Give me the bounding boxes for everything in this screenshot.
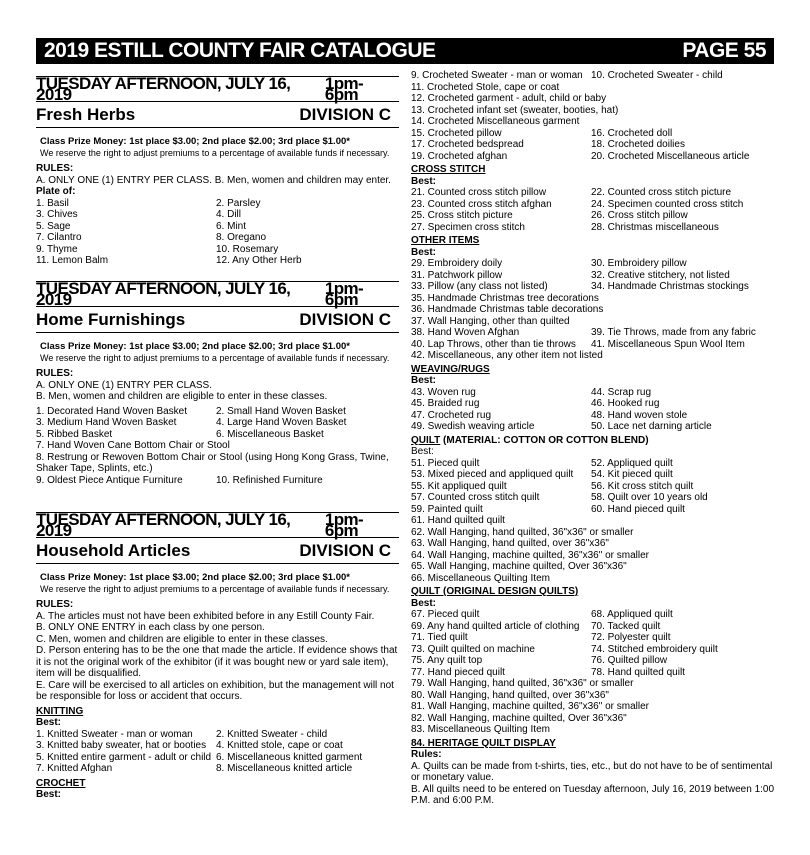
list-item: 77. Hand pieced quilt xyxy=(411,666,505,678)
quilt-original: (ORIGINAL DESIGN QUILTS) xyxy=(440,586,579,597)
item-grid xyxy=(411,187,776,233)
list-item: C. Men, women and children are eligible to enter in these classes. xyxy=(36,633,328,645)
list-item: 3. Medium Hand Woven Basket xyxy=(36,417,177,428)
list-item: 49. Swedish weaving article xyxy=(411,421,535,432)
list-item: 10. Crocheted Sweater - child xyxy=(591,70,723,81)
list-item: 5. Sage xyxy=(36,220,71,232)
list-item: 40. Lap Throws, other than tie throws xyxy=(411,338,576,350)
list-item: 16. Crocheted doll xyxy=(591,127,673,139)
day-text: TUESDAY AFTERNOON, JULY 16, 2019 xyxy=(36,509,291,540)
list-item: 33. Pillow (any class not listed) xyxy=(411,281,548,292)
item-grid xyxy=(36,406,399,441)
list-item: 20. Crocheted Miscellaneous article xyxy=(591,150,750,162)
list-item: 76. Quilted pillow xyxy=(591,655,668,666)
division-label: DIVISION C xyxy=(299,540,391,560)
list-item: 69. Any hand quilted article of clothing xyxy=(411,620,580,632)
list-item: 10. Refinished Furniture xyxy=(216,474,323,486)
list-item: 6. Miscellaneous knitted garment xyxy=(216,751,363,763)
list-item: A. ONLY ONE (1) ENTRY PER CLASS. B. Men, women and children may enter. xyxy=(36,174,391,186)
list-item: D. Person entering has to be the one that made the article. If evidence shows that it is not the original work of the exhibitor (if it was bought new or yard sale item), item will be disqualified. xyxy=(36,645,398,679)
best-label: Best: xyxy=(411,446,434,457)
list-item: 11. Lemon Balm xyxy=(36,255,109,266)
list-item: 82. Wall Hanging, machine quilted, Over 36"x36" xyxy=(411,712,627,724)
list-item: 13. Crocheted infant set (sweater, booties, hat) xyxy=(411,104,619,116)
list-item: 1. Basil xyxy=(36,197,69,209)
list-item: 31. Patchwork pillow xyxy=(411,269,503,281)
list-item: 2. Parsley xyxy=(216,197,261,209)
list-item: 22. Counted cross stitch picture xyxy=(591,187,732,198)
list-item: 12. Crocheted garment - adult, child or baby xyxy=(411,93,607,104)
list-item: 8. Miscellaneous knitted article xyxy=(216,763,353,774)
premium-note: We reserve the right to adjust premiums to a percentage of available funds if necessary. xyxy=(40,583,390,594)
prize-money: Class Prize Money: 1st place $3.00; 2nd place $2.00; 3rd place $1.00* xyxy=(40,341,350,352)
division-name: Household Articles xyxy=(36,540,191,560)
list-item: 74. Stitched embroidery quilt xyxy=(591,643,718,655)
division-section xyxy=(36,73,399,267)
list-item: 65. Wall Hanging, machine quilted, Over 36"x36" xyxy=(411,561,627,572)
time-text: 1pm-6pm xyxy=(324,509,364,540)
list-item: 9. Oldest Piece Antique Furniture xyxy=(36,474,183,486)
list-item: 9. Crocheted Sweater - man or woman xyxy=(411,70,583,81)
plate-label: Plate of: xyxy=(36,186,76,197)
catalogue-title: 2019 ESTILL COUNTY FAIR CATALOGUE xyxy=(44,39,436,62)
list-item: 3. Chives xyxy=(36,209,78,220)
premium-note: We reserve the right to adjust premiums to a percentage of available funds if necessary. xyxy=(40,147,390,158)
item-grid xyxy=(36,475,399,487)
list-item: 7. Knitted Afghan xyxy=(36,763,113,774)
list-item: 28. Christmas miscellaneous xyxy=(591,221,719,233)
item-grid xyxy=(411,458,776,516)
quilt-original-heading xyxy=(411,586,776,598)
list-item: 57. Counted cross stitch quilt xyxy=(411,492,540,503)
quilt-label: QUILT xyxy=(411,434,441,446)
weaving-heading: WEAVING/RUGS xyxy=(411,363,490,375)
list-item: 4. Dill xyxy=(216,209,242,220)
list-item: 35. Handmade Christmas tree decorations xyxy=(411,292,599,304)
division-label: DIVISION C xyxy=(299,104,391,124)
list-item: 41. Miscellaneous Spun Wool Item xyxy=(591,338,745,350)
prize-money: Class Prize Money: 1st place $3.00; 2nd place $2.00; 3rd place $1.00* xyxy=(40,572,350,583)
list-item: 70. Tacked quilt xyxy=(591,620,661,632)
cross-stitch-heading: CROSS STITCH xyxy=(411,164,486,175)
list-item: 47. Crocheted rug xyxy=(411,409,492,421)
list-item: 50. Lace net darning article xyxy=(591,421,712,432)
division-section xyxy=(36,278,399,486)
list-item: 81. Wall Hanging, machine quilted, 36"x36" or smaller xyxy=(411,701,649,712)
division-heading xyxy=(36,307,399,333)
day-heading xyxy=(36,278,399,309)
item-grid xyxy=(411,609,776,678)
page-banner xyxy=(36,38,774,64)
list-item: 21. Counted cross stitch pillow xyxy=(411,187,547,198)
list-item: A. ONLY ONE (1) ENTRY PER CLASS. xyxy=(36,379,212,391)
division-heading xyxy=(36,102,399,128)
list-item: 56. Kit cross stitch quilt xyxy=(591,480,694,492)
list-item: B. All quilts need to be entered on Tuesday afternoon, July 16, 2019 between 1:00 P.M. and 6:00 P.M. xyxy=(411,783,775,806)
list-item: 48. Hand woven stole xyxy=(591,409,688,421)
list-item: 3. Knitted baby sweater, hat or booties xyxy=(36,740,207,751)
list-item: 6. Mint xyxy=(216,220,247,232)
list-item: 37. Wall Hanging, other than quilted xyxy=(411,315,570,327)
rules-heading: RULES: xyxy=(36,599,74,610)
list-item: 38. Hand Woven Afghan xyxy=(411,327,520,338)
day-heading xyxy=(36,73,399,104)
list-item: 61. Hand quilted quilt xyxy=(411,515,505,526)
list-item: 7. Hand Woven Cane Bottom Chair or Stool xyxy=(36,440,230,451)
list-item: 79. Wall Hanging, hand quilted, 36"x36" or smaller xyxy=(411,678,634,689)
list-item: 7. Cilantro xyxy=(36,232,82,243)
list-item: 39. Tie Throws, made from any fabric xyxy=(591,327,756,338)
list-item: A. The articles must not have been exhibited before in any Estill County Fair. xyxy=(36,610,375,622)
list-item: 11. Crocheted Stole, cape or coat xyxy=(411,81,560,93)
item-grid xyxy=(411,70,776,82)
division-section xyxy=(36,509,399,801)
list-item: 17. Crocheted bedspread xyxy=(411,139,524,150)
day-heading xyxy=(36,509,399,540)
premium-note: We reserve the right to adjust premiums to a percentage of available funds if necessary. xyxy=(40,352,390,363)
list-item: B. Men, women and children are eligible to enter in these classes. xyxy=(36,391,328,402)
list-item: 80. Wall Hanging, hand quilted, over 36"x36" xyxy=(411,689,609,701)
list-item: 32. Creative stitchery, not listed xyxy=(591,269,730,281)
day-text: TUESDAY AFTERNOON, JULY 16, 2019 xyxy=(36,73,291,104)
list-item: 8. Restrung or Rewoven Bottom Chair or Stool (using Hong Kong Grass, Twine, Shaker Tape, Splints, etc.) xyxy=(36,451,389,474)
list-item: 2. Knitted Sweater - child xyxy=(216,728,328,740)
best-label: Best: xyxy=(411,246,437,258)
list-item: 30. Embroidery pillow xyxy=(591,258,687,269)
list-item: 29. Embroidery doily xyxy=(411,258,503,269)
time-text: 1pm-6pm xyxy=(324,73,364,104)
list-item: 1. Decorated Hand Woven Basket xyxy=(36,405,188,417)
item-grid xyxy=(411,327,776,350)
list-item: 44. Scrap rug xyxy=(591,386,652,398)
list-item: 60. Hand pieced quilt xyxy=(591,503,685,515)
list-item: 66. Miscellaneous Quilting Item xyxy=(411,572,550,584)
list-item: 52. Appliqued quilt xyxy=(591,457,673,469)
list-item: 45. Braided rug xyxy=(411,398,480,409)
list-item: 67. Pieced quilt xyxy=(411,609,480,620)
list-item: 14. Crocheted Miscellaneous garment xyxy=(411,116,580,127)
list-item: 51. Pieced quilt xyxy=(411,457,480,469)
item-grid xyxy=(411,258,776,293)
best-label: Best: xyxy=(36,717,62,728)
list-item: 43. Woven rug xyxy=(411,386,476,398)
quilt-label: QUILT xyxy=(411,586,441,597)
list-item: 10. Rosemary xyxy=(216,243,279,255)
list-item: 53. Mixed pieced and appliqued quilt xyxy=(411,469,574,480)
list-item: 36. Handmade Christmas table decorations xyxy=(411,304,604,315)
list-item: 8. Oregano xyxy=(216,232,267,243)
division-name: Fresh Herbs xyxy=(36,104,136,124)
list-item: 5. Knitted entire garment - adult or child xyxy=(36,751,212,763)
list-item: 42. Miscellaneous, any other item not listed xyxy=(411,350,603,361)
page-number: PAGE 55 xyxy=(682,39,766,62)
list-item: 5. Ribbed Basket xyxy=(36,428,113,440)
rules-label: Rules: xyxy=(411,749,442,760)
division-heading xyxy=(36,538,399,564)
list-item: 2. Small Hand Woven Basket xyxy=(216,405,346,417)
list-item: 75. Any quilt top xyxy=(411,655,483,666)
list-item: 24. Specimen counted cross stitch xyxy=(591,198,744,210)
list-item: 1. Knitted Sweater - man or woman xyxy=(36,728,193,740)
list-item: 78. Hand quilted quilt xyxy=(591,666,685,678)
division-label: DIVISION C xyxy=(299,309,391,329)
best-label: Best: xyxy=(411,597,437,609)
quilt-material: (MATERIAL: COTTON OR COTTON BLEND) xyxy=(440,434,649,446)
list-item: 34. Handmade Christmas stockings xyxy=(591,281,749,292)
list-item: 58. Quilt over 10 years old xyxy=(591,492,708,503)
list-item: 54. Kit pieced quilt xyxy=(591,469,673,480)
right-column xyxy=(411,70,776,807)
list-item: B. ONLY ONE ENTRY in each class by one person. xyxy=(36,622,265,633)
list-item: 73. Quilt quilted on machine xyxy=(411,643,535,655)
list-item: 15. Crocheted pillow xyxy=(411,127,502,139)
list-item: A. Quilts can be made from t-shirts, ties, etc., but do not have to be of sentimental or monetary value. xyxy=(411,760,773,783)
list-item: 71. Tied quilt xyxy=(411,632,468,643)
knitting-heading: KNITTING xyxy=(36,705,84,717)
item-grid xyxy=(411,128,776,163)
rules-heading: RULES: xyxy=(36,368,74,379)
division-name: Home Furnishings xyxy=(36,309,186,329)
best-label: Best: xyxy=(36,789,62,800)
list-item: 55. Kit appliqued quilt xyxy=(411,480,507,492)
list-item: 12. Any Other Herb xyxy=(216,255,302,266)
other-items-heading: OTHER ITEMS xyxy=(411,235,480,246)
list-item: 62. Wall Hanging, hand quilted, 36"x36" or smaller xyxy=(411,526,634,538)
list-item: 26. Cross stitch pillow xyxy=(591,210,688,221)
list-item: 64. Wall Hanging, machine quilted, 36"x36" or smaller xyxy=(411,549,649,561)
crochet-heading: CROCHET xyxy=(36,777,86,789)
rules-heading: RULES: xyxy=(36,163,74,174)
best-label: Best: xyxy=(411,375,437,386)
heritage-heading: 84. HERITAGE QUILT DISPLAY xyxy=(411,737,556,749)
list-item: 6. Miscellaneous Basket xyxy=(216,428,324,440)
quilt-heading xyxy=(411,435,776,447)
list-item: 72. Polyester quilt xyxy=(591,632,671,643)
list-item: 25. Cross stitch picture xyxy=(411,210,513,221)
list-item: 19. Crocheted afghan xyxy=(411,150,508,162)
time-text: 1pm-6pm xyxy=(324,278,364,309)
list-item: 83. Miscellaneous Quilting Item xyxy=(411,724,550,735)
list-item: E. Care will be exercised to all articles on exhibition, but the management will not be responsible for loss or accident that occurs. xyxy=(36,679,394,702)
list-item: 4. Large Hand Woven Basket xyxy=(216,417,347,428)
best-label: Best: xyxy=(411,175,437,187)
prize-money: Class Prize Money: 1st place $3.00; 2nd place $2.00; 3rd place $1.00* xyxy=(40,136,350,147)
list-item: 63. Wall Hanging, hand quilted, over 36"x36" xyxy=(411,538,609,549)
list-item: 23. Counted cross stitch afghan xyxy=(411,198,552,210)
item-grid xyxy=(411,387,776,433)
day-text: TUESDAY AFTERNOON, JULY 16, 2019 xyxy=(36,278,291,309)
list-item: 46. Hooked rug xyxy=(591,398,660,409)
list-item: 9. Thyme xyxy=(36,243,78,255)
list-item: 4. Knitted stole, cape or coat xyxy=(216,740,343,751)
list-item: 27. Specimen cross stitch xyxy=(411,221,525,233)
item-grid xyxy=(36,729,399,775)
item-grid xyxy=(36,198,399,267)
list-item: 18. Crocheted doilies xyxy=(591,139,685,150)
list-item: 68. Appliqued quilt xyxy=(591,609,673,620)
list-item: 59. Painted quilt xyxy=(411,503,483,515)
